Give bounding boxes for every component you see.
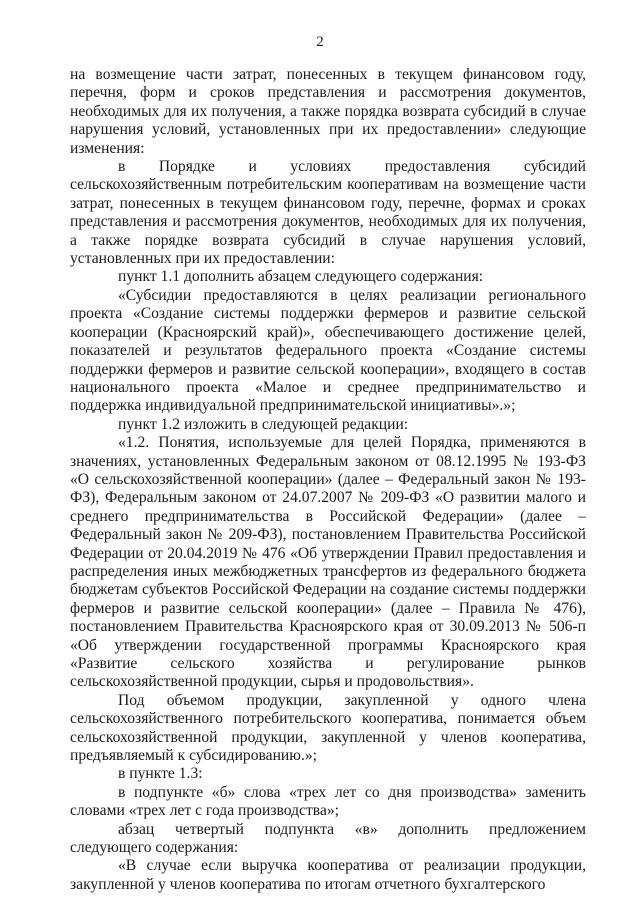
paragraph: Под объемом продукции, закупленной у одного члена сельскохозяйственного потребительского кооператива, понимается объем сельскохозяйственной продукции, закупленной у членов кооператива, предъявляемый к субсидированию.»;	[70, 691, 586, 765]
page-number: 2	[316, 34, 324, 50]
paragraph: пункт 1.1 дополнить абзацем следующего содержания:	[118, 268, 484, 286]
document-body	[70, 66, 586, 894]
paragraph: «Субсидии предоставляются в целях реализации регионального проекта «Создание системы поддержки фермеров и развитие сельской кооперации (Красноярский край)», обеспечивающего достижение целей, показателей и результатов федерального проекта «Создание системы поддержки фермеров и развитие сельской кооперации», входящего в состав национального проекта «Малое и среднее предпринимательство и поддержка индивидуальной предпринимательской инициативы».»;	[70, 286, 586, 415]
paragraph: пункт 1.2 изложить в следующей редакции:	[118, 415, 409, 433]
paragraph: в пункте 1.3:	[118, 765, 203, 783]
paragraph: на возмещение части затрат, понесенных в текущем финансовом году, перечня, форм и сроков представления и рассмотрения документов, необходимых для их получения, а также порядка возврата субсидий в случае нарушения условий, установленных при их предоставлении» следующие изменения:	[70, 66, 586, 157]
paragraph: «1.2. Понятия, используемые для целей Порядка, применяются в значениях, установленных Федеральным законом от 08.12.1995 № 193-ФЗ «О сельскохозяйственной кооперации» (далее – Федеральный закон № 193-ФЗ), Федеральным законом от 24.07.2007 № 209-ФЗ «О развитии малого и среднего предпринимательства в Российской Федерации» (далее – Федеральный закон № 209-ФЗ), постановлением Правительства Российской Федерации от 20.04.2019 № 476 «Об утверждении Правил предоставления и распределения иных межбюджетных трансфертов из федерального бюджета бюджетам субъектов Российской Федерации на создание системы поддержки фермеров и развитие сельской кооперации» (далее – Правила № 476), постановлением Правительства Красноярского края от 30.09.2013 № 506-п «Об утверждении государственной программы Красноярского края «Развитие сельского хозяйства и регулирование рынков сельскохозяйственной продукции, сырья и продовольствия».	[70, 434, 586, 691]
paragraph: абзац четвертый подпункта «в» дополнить предложением следующего содержания:	[70, 820, 586, 857]
paragraph: в подпункте «б» слова «трех лет со дня производства» заменить словами «трех лет с года производства»;	[70, 783, 586, 820]
paragraph: «В случае если выручка кооператива от реализации продукции, закупленной у членов кооператива по итогам отчетного бухгалтерского	[70, 857, 586, 893]
paragraph: в Порядке и условиях предоставления субсидий сельскохозяйственным потребительским кооперативам на возмещение части затрат, понесенных в текущем финансовом году, перечне, формах и сроках представления и рассмотрения документов, необходимых для их получения, а также порядке возврата субсидий в случае нарушения условий, установленных при их предоставлении:	[70, 158, 586, 268]
